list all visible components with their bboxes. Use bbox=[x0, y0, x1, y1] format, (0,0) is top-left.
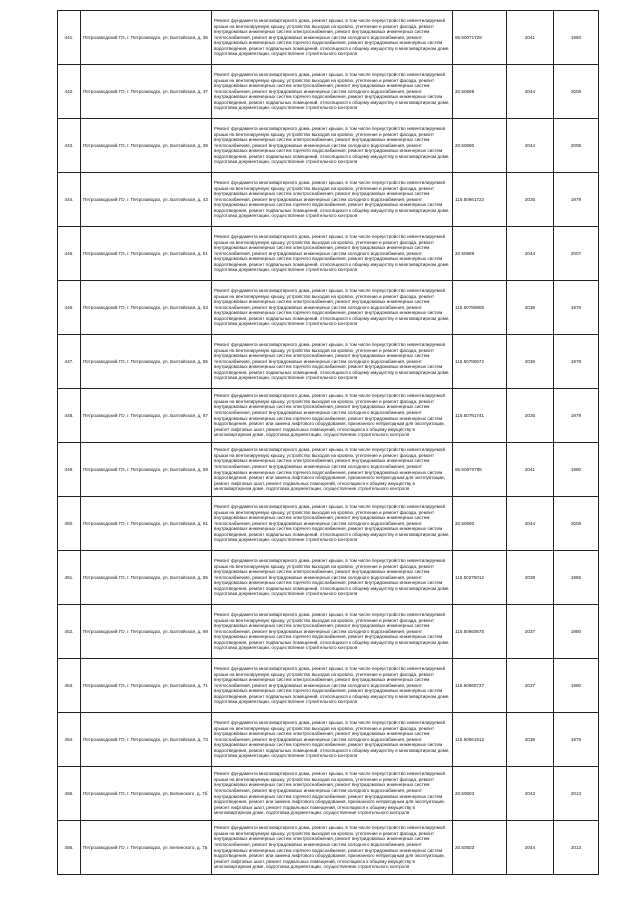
address-cell: Петрозаводский ГО, г. Петрозаводск, ул. Балтийская, д. 73 bbox=[81, 713, 212, 767]
build-year-cell: 1979 bbox=[554, 389, 599, 443]
repair-program-table bbox=[57, 10, 599, 875]
row-number: 454. bbox=[58, 713, 81, 767]
planned-year-cell: 2037 bbox=[507, 659, 554, 713]
row-number: 449. bbox=[58, 443, 81, 497]
build-year-cell: 1978 bbox=[554, 281, 599, 335]
table-row bbox=[58, 227, 599, 281]
works-description-cell: Ремонт фундамента многоквартирного дома, ремонт крыши, в том числе переустройство невентилируемой крыши на вентилируемую крышу, устройство выходов на кровлю, утепление и ремонт фасада, ремонт внутридомовых инженерных систем электроснабжения, ремонт внутридомовых инженерных систем теплоснабжения, ремонт внутридомовых инженерных систем холодного водоснабжения, ремонт внутридомовых инженерных систем горячего водоснабжения, ремонт внутридомовых инженерных систем водоотведения, ремонт или замена лифтового оборудования, признанного непригодным для эксплуатации, ремонт лифтовых шахт, ремонт подвальных помещений, относящихся к общему имуществу в многоквартирном доме, подготовка документации, осуществление строительного контроля bbox=[212, 443, 453, 497]
address-cell: Петрозаводский ГО, г. Петрозаводск, ул. Балтийская, д. 61 bbox=[81, 497, 212, 551]
works-description-cell: Ремонт фундамента многоквартирного дома, ремонт крыши, в том числе переустройство невентилируемой крыши на вентилируемую крышу, устройство выходов на кровлю, утепление и ремонт фасада, ремонт внутридомовых инженерных систем электроснабжения, ремонт внутридомовых инженерных систем теплоснабжения, ремонт внутридомовых инженерных систем холодного водоснабжения, ремонт внутридомовых инженерных систем горячего водоснабжения, ремонт внутридомовых инженерных систем водоотведения, ремонт подвальных помещений, относящихся к общему имуществу в многоквартирном доме, подготовка документации, осуществление строительного контроля bbox=[212, 173, 453, 227]
value-cell: 115.50660675 bbox=[453, 605, 507, 659]
works-description-cell: Ремонт фундамента многоквартирного дома, ремонт крыши, в том числе переустройство невентилируемой крыши на вентилируемую крышу, устройство выходов на кровлю, утепление и ремонт фасада, ремонт внутридомовых инженерных систем электроснабжения, ремонт внутридомовых инженерных систем теплоснабжения, ремонт внутридомовых инженерных систем холодного водоснабжения, ремонт внутридомовых инженерных систем горячего водоснабжения, ремонт внутридомовых инженерных систем водоотведения, ремонт подвальных помещений, относящихся к общему имуществу в многоквартирном доме, подготовка документации, осуществление строительного контроля bbox=[212, 659, 453, 713]
works-description-cell: Ремонт фундамента многоквартирного дома, ремонт крыши, в том числе переустройство невентилируемой крыши на вентилируемую крышу, устройство выходов на кровлю, утепление и ремонт фасада, ремонт внутридомовых инженерных систем электроснабжения, ремонт внутридомовых инженерных систем теплоснабжения, ремонт внутридомовых инженерных систем холодного водоснабжения, ремонт внутридомовых инженерных систем горячего водоснабжения, ремонт внутридомовых инженерных систем водоотведения, ремонт или замена лифтового оборудования, признанного непригодным для эксплуатации, ремонт лифтовых шахт, ремонт подвальных помещений, относящихся к общему имуществу в многоквартирном доме, подготовка документации, осуществление строительного контроля bbox=[212, 821, 453, 875]
value-cell: 20.50690 bbox=[453, 119, 507, 173]
planned-year-cell: 2036 bbox=[507, 173, 554, 227]
table-row bbox=[58, 659, 599, 713]
row-number: 448. bbox=[58, 389, 81, 443]
planned-year-cell: 2041 bbox=[507, 443, 554, 497]
address-cell: Петрозаводский ГО, г. Петрозаводск, ул. Белинского, д. 7в bbox=[81, 821, 212, 875]
address-cell: Петрозаводский ГО, г. Петрозаводск, ул. Балтийская, д. 53 bbox=[81, 281, 212, 335]
build-year-cell: 1986 bbox=[554, 551, 599, 605]
row-number: 441. bbox=[58, 11, 81, 65]
table-row bbox=[58, 281, 599, 335]
table-row bbox=[58, 119, 599, 173]
address-cell: Петрозаводский ГО, г. Петрозаводск, ул. Белинского, д. 7б bbox=[81, 767, 212, 821]
table-row bbox=[58, 335, 599, 389]
address-cell: Петрозаводский ГО, г. Петрозаводск, ул. Балтийская, д. 35 bbox=[81, 11, 212, 65]
build-year-cell: 1980 bbox=[554, 659, 599, 713]
value-cell: 115.50781741 bbox=[453, 389, 507, 443]
row-number: 443. bbox=[58, 119, 81, 173]
value-cell: 20.50503 bbox=[453, 821, 507, 875]
build-year-cell: 1960 bbox=[554, 11, 599, 65]
table-row bbox=[58, 389, 599, 443]
planned-year-cell: 2036 bbox=[507, 335, 554, 389]
row-number: 447. bbox=[58, 335, 81, 389]
table-body bbox=[58, 11, 599, 875]
value-cell: 115.50780905 bbox=[453, 281, 507, 335]
value-cell: 20.50688 bbox=[453, 65, 507, 119]
works-description-cell: Ремонт фундамента многоквартирного дома, ремонт крыши, в том числе переустройство невентилируемой крыши на вентилируемую крышу, устройство выходов на кровлю, утепление и ремонт фасада, ремонт внутридомовых инженерных систем электроснабжения, ремонт внутридомовых инженерных систем теплоснабжения, ремонт внутридомовых инженерных систем холодного водоснабжения, ремонт внутридомовых инженерных систем горячего водоснабжения, ремонт внутридомовых инженерных систем водоотведения, ремонт подвальных помещений, относящихся к общему имуществу в многоквартирном доме, подготовка документации, осуществление строительного контроля bbox=[212, 11, 453, 65]
row-number: 450. bbox=[58, 497, 81, 551]
works-description-cell: Ремонт фундамента многоквартирного дома, ремонт крыши, в том числе переустройство невентилируемой крыши на вентилируемую крышу, устройство выходов на кровлю, утепление и ремонт фасада, ремонт внутридомовых инженерных систем электроснабжения, ремонт внутридомовых инженерных систем теплоснабжения, ремонт внутридомовых инженерных систем холодного водоснабжения, ремонт внутридомовых инженерных систем горячего водоснабжения, ремонт внутридомовых инженерных систем водоотведения, ремонт подвальных помещений, относящихся к общему имуществу в многоквартирном доме, подготовка документации, осуществление строительного контроля bbox=[212, 281, 453, 335]
build-year-cell: 1978 bbox=[554, 335, 599, 389]
table-row bbox=[58, 713, 599, 767]
works-description-cell: Ремонт фундамента многоквартирного дома, ремонт крыши, в том числе переустройство невентилируемой крыши на вентилируемую крышу, устройство выходов на кровлю, утепление и ремонт фасада, ремонт внутридомовых инженерных систем электроснабжения, ремонт внутридомовых инженерных систем теплоснабжения, ремонт внутридомовых инженерных систем холодного водоснабжения, ремонт внутридомовых инженерных систем горячего водоснабжения, ремонт внутридомовых инженерных систем водоотведения, ремонт подвальных помещений, относящихся к общему имуществу в многоквартирном доме, подготовка документации, осуществление строительного контроля bbox=[212, 605, 453, 659]
planned-year-cell: 2036 bbox=[507, 389, 554, 443]
table-row bbox=[58, 443, 599, 497]
works-description-cell: Ремонт фундамента многоквартирного дома, ремонт крыши, в том числе переустройство невентилируемой крыши на вентилируемую крышу, устройство выходов на кровлю, утепление и ремонт фасада, ремонт внутридомовых инженерных систем электроснабжения, ремонт внутридомовых инженерных систем теплоснабжения, ремонт внутридомовых инженерных систем холодного водоснабжения, ремонт внутридомовых инженерных систем горячего водоснабжения, ремонт внутридомовых инженерных систем водоотведения, ремонт подвальных помещений, относящихся к общему имуществу в многоквартирном доме, подготовка документации, осуществление строительного контроля bbox=[212, 335, 453, 389]
row-number: 452. bbox=[58, 605, 81, 659]
works-description-cell: Ремонт фундамента многоквартирного дома, ремонт крыши, в том числе переустройство невентилируемой крыши на вентилируемую крышу, устройство выходов на кровлю, утепление и ремонт фасада, ремонт внутридомовых инженерных систем электроснабжения, ремонт внутридомовых инженерных систем теплоснабжения, ремонт внутридомовых инженерных систем холодного водоснабжения, ремонт внутридомовых инженерных систем горячего водоснабжения, ремонт внутридомовых инженерных систем водоотведения, ремонт или замена лифтового оборудования, признанного непригодным для эксплуатации, ремонт лифтовых шахт, ремонт подвальных помещений, относящихся к общему имуществу в многоквартирном доме, подготовка документации, осуществление строительного контроля bbox=[212, 389, 453, 443]
row-number: 456. bbox=[58, 821, 81, 875]
value-cell: 20.50690 bbox=[453, 497, 507, 551]
row-number: 455. bbox=[58, 767, 81, 821]
build-year-cell: 1980 bbox=[554, 605, 599, 659]
table-row bbox=[58, 767, 599, 821]
build-year-cell: 1979 bbox=[554, 713, 599, 767]
build-year-cell: 2007 bbox=[554, 227, 599, 281]
table-row bbox=[58, 65, 599, 119]
planned-year-cell: 2043 bbox=[507, 767, 554, 821]
build-year-cell: 1979 bbox=[554, 173, 599, 227]
address-cell: Петрозаводский ГО, г. Петрозаводск, ул. Балтийская, д. 69 bbox=[81, 605, 212, 659]
planned-year-cell: 2044 bbox=[507, 119, 554, 173]
build-year-cell: 2013 bbox=[554, 821, 599, 875]
value-cell: 95.50071729 bbox=[453, 11, 507, 65]
works-description-cell: Ремонт фундамента многоквартирного дома, ремонт крыши, в том числе переустройство невентилируемой крыши на вентилируемую крышу, устройство выходов на кровлю, утепление и ремонт фасада, ремонт внутридомовых инженерных систем электроснабжения, ремонт внутридомовых инженерных систем теплоснабжения, ремонт внутридомовых инженерных систем холодного водоснабжения, ремонт внутридомовых инженерных систем горячего водоснабжения, ремонт внутридомовых инженерных систем водоотведения, ремонт подвальных помещений, относящихся к общему имуществу в многоквартирном доме, подготовка документации, осуществление строительного контроля bbox=[212, 497, 453, 551]
address-cell: Петрозаводский ГО, г. Петрозаводск, ул. Балтийская, д. 65 bbox=[81, 551, 212, 605]
works-description-cell: Ремонт фундамента многоквартирного дома, ремонт крыши, в том числе переустройство невентилируемой крыши на вентилируемую крышу, устройство выходов на кровлю, утепление и ремонт фасада, ремонт внутридомовых инженерных систем электроснабжения, ремонт внутридомовых инженерных систем теплоснабжения, ремонт внутридомовых инженерных систем холодного водоснабжения, ремонт внутридомовых инженерных систем горячего водоснабжения, ремонт внутридомовых инженерных систем водоотведения, ремонт или замена лифтового оборудования, признанного непригодным для эксплуатации, ремонт лифтовых шахт, ремонт подвальных помещений, относящихся к общему имуществу в многоквартирном доме, подготовка документации, осуществление строительного контроля bbox=[212, 767, 453, 821]
value-cell: 115.50661912 bbox=[453, 713, 507, 767]
row-number: 444. bbox=[58, 173, 81, 227]
works-description-cell: Ремонт фундамента многоквартирного дома, ремонт крыши, в том числе переустройство невентилируемой крыши на вентилируемую крышу, устройство выходов на кровлю, утепление и ремонт фасада, ремонт внутридомовых инженерных систем электроснабжения, ремонт внутридомовых инженерных систем теплоснабжения, ремонт внутридомовых инженерных систем холодного водоснабжения, ремонт внутридомовых инженерных систем горячего водоснабжения, ремонт внутридомовых инженерных систем водоотведения, ремонт подвальных помещений, относящихся к общему имуществу в многоквартирном доме, подготовка документации, осуществление строительного контроля bbox=[212, 227, 453, 281]
value-cell: 115.50661722 bbox=[453, 173, 507, 227]
works-description-cell: Ремонт фундамента многоквартирного дома, ремонт крыши, в том числе переустройство невентилируемой крыши на вентилируемую крышу, устройство выходов на кровлю, утепление и ремонт фасада, ремонт внутридомовых инженерных систем электроснабжения, ремонт внутридомовых инженерных систем теплоснабжения, ремонт внутридомовых инженерных систем холодного водоснабжения, ремонт внутридомовых инженерных систем горячего водоснабжения, ремонт внутридомовых инженерных систем водоотведения, ремонт подвальных помещений, относящихся к общему имуществу в многоквартирном доме, подготовка документации, осуществление строительного контроля bbox=[212, 713, 453, 767]
address-cell: Петрозаводский ГО, г. Петрозаводск, ул. Балтийская, д. 71 bbox=[81, 659, 212, 713]
address-cell: Петрозаводский ГО, г. Петрозаводск, ул. Балтийская, д. 51 bbox=[81, 227, 212, 281]
planned-year-cell: 2044 bbox=[507, 821, 554, 875]
address-cell: Петрозаводский ГО, г. Петрозаводск, ул. Балтийская, д. 43 bbox=[81, 173, 212, 227]
address-cell: Петрозаводский ГО, г. Петрозаводск, ул. Балтийская, д. 37 bbox=[81, 65, 212, 119]
table-row bbox=[58, 551, 599, 605]
value-cell: 20.50503 bbox=[453, 767, 507, 821]
planned-year-cell: 2044 bbox=[507, 497, 554, 551]
planned-year-cell: 2044 bbox=[507, 227, 554, 281]
table-row bbox=[58, 11, 599, 65]
address-cell: Петрозаводский ГО, г. Петрозаводск, ул. Балтийская, д. 59 bbox=[81, 443, 212, 497]
value-cell: 115.50275012 bbox=[453, 551, 507, 605]
value-cell: 115.50660737 bbox=[453, 659, 507, 713]
planned-year-cell: 2036 bbox=[507, 713, 554, 767]
value-cell: 115.50780672 bbox=[453, 335, 507, 389]
build-year-cell: 2008 bbox=[554, 497, 599, 551]
planned-year-cell: 2041 bbox=[507, 11, 554, 65]
planned-year-cell: 2038 bbox=[507, 551, 554, 605]
build-year-cell: 2008 bbox=[554, 65, 599, 119]
address-cell: Петрозаводский ГО, г. Петрозаводск, ул. Балтийская, д. 57 bbox=[81, 389, 212, 443]
table-row bbox=[58, 605, 599, 659]
works-description-cell: Ремонт фундамента многоквартирного дома, ремонт крыши, в том числе переустройство невентилируемой крыши на вентилируемую крышу, устройство выходов на кровлю, утепление и ремонт фасада, ремонт внутридомовых инженерных систем электроснабжения, ремонт внутридомовых инженерных систем теплоснабжения, ремонт внутридомовых инженерных систем холодного водоснабжения, ремонт внутридомовых инженерных систем горячего водоснабжения, ремонт внутридомовых инженерных систем водоотведения, ремонт подвальных помещений, относящихся к общему имуществу в многоквартирном доме, подготовка документации, осуществление строительного контроля bbox=[212, 119, 453, 173]
planned-year-cell: 2036 bbox=[507, 281, 554, 335]
works-description-cell: Ремонт фундамента многоквартирного дома, ремонт крыши, в том числе переустройство невентилируемой крыши на вентилируемую крышу, устройство выходов на кровлю, утепление и ремонт фасада, ремонт внутридомовых инженерных систем электроснабжения, ремонт внутридомовых инженерных систем теплоснабжения, ремонт внутридомовых инженерных систем холодного водоснабжения, ремонт внутридомовых инженерных систем горячего водоснабжения, ремонт внутридомовых инженерных систем водоотведения, ремонт подвальных помещений, относящихся к общему имуществу в многоквартирном доме, подготовка документации, осуществление строительного контроля bbox=[212, 65, 453, 119]
address-cell: Петрозаводский ГО, г. Петрозаводск, ул. Балтийская, д. 55 bbox=[81, 335, 212, 389]
planned-year-cell: 2044 bbox=[507, 65, 554, 119]
value-cell: 20.50689 bbox=[453, 227, 507, 281]
table-row bbox=[58, 173, 599, 227]
row-number: 445. bbox=[58, 227, 81, 281]
planned-year-cell: 2037 bbox=[507, 605, 554, 659]
row-number: 446. bbox=[58, 281, 81, 335]
value-cell: 95.50670795 bbox=[453, 443, 507, 497]
address-cell: Петрозаводский ГО, г. Петрозаводск, ул. Балтийская, д. 39 bbox=[81, 119, 212, 173]
build-year-cell: 1980 bbox=[554, 443, 599, 497]
build-year-cell: 2008 bbox=[554, 119, 599, 173]
row-number: 451. bbox=[58, 551, 81, 605]
build-year-cell: 2013 bbox=[554, 767, 599, 821]
table-row bbox=[58, 497, 599, 551]
row-number: 442. bbox=[58, 65, 81, 119]
table-row bbox=[58, 821, 599, 875]
row-number: 453. bbox=[58, 659, 81, 713]
works-description-cell: Ремонт фундамента многоквартирного дома, ремонт крыши, в том числе переустройство невентилируемой крыши на вентилируемую крышу, устройство выходов на кровлю, утепление и ремонт фасада, ремонт внутридомовых инженерных систем электроснабжения, ремонт внутридомовых инженерных систем теплоснабжения, ремонт внутридомовых инженерных систем холодного водоснабжения, ремонт внутридомовых инженерных систем горячего водоснабжения, ремонт внутридомовых инженерных систем водоотведения, ремонт подвальных помещений, относящихся к общему имуществу в многоквартирном доме, подготовка документации, осуществление строительного контроля bbox=[212, 551, 453, 605]
